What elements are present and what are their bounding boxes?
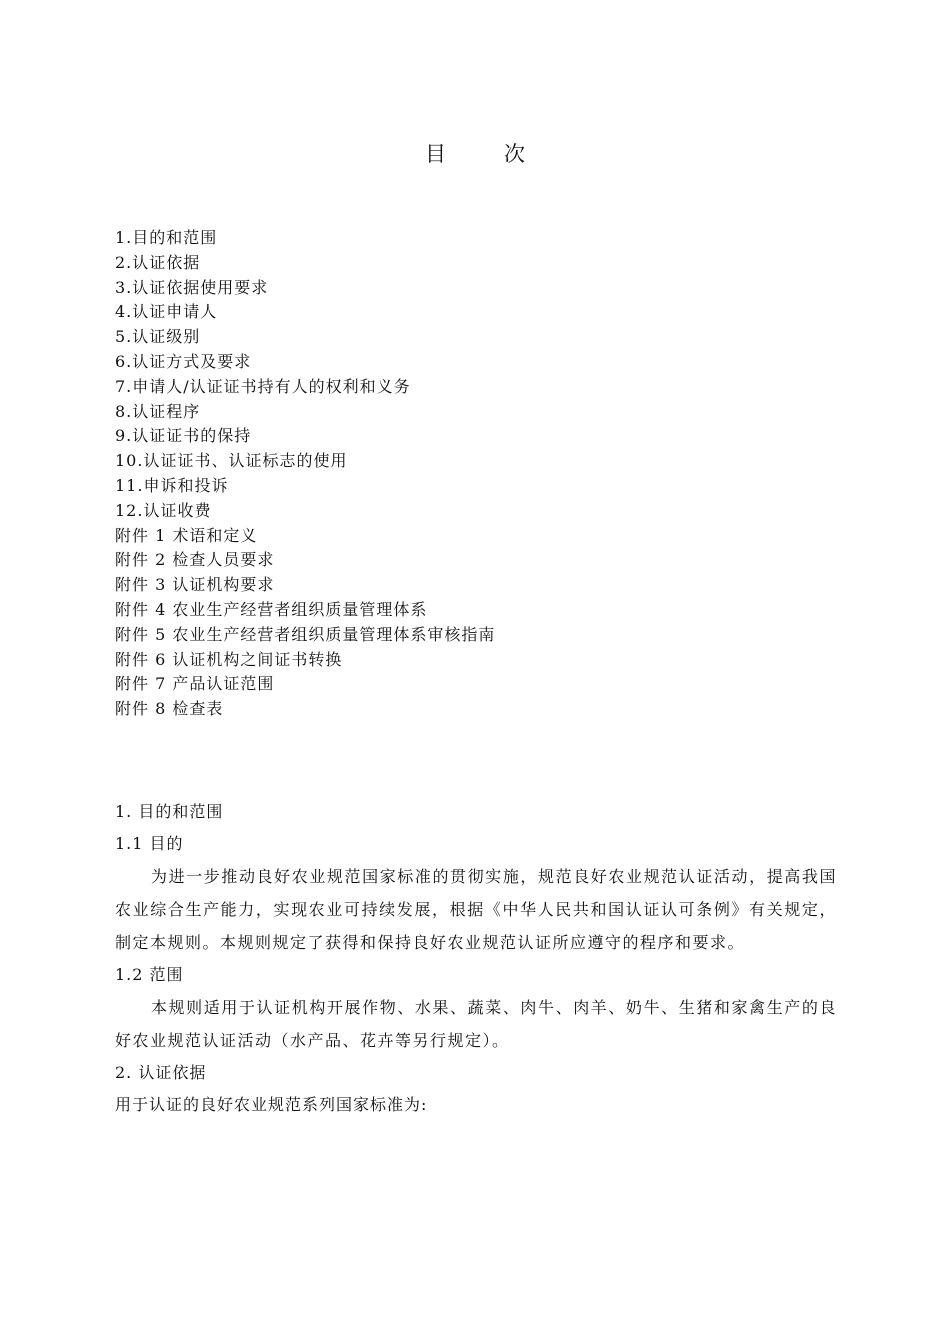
toc-item: 3.认证依据使用要求 <box>115 277 269 297</box>
toc-item: 附件 6 认证机构之间证书转换 <box>115 649 343 669</box>
body-text <box>115 796 837 1121</box>
toc-item: 5.认证级别 <box>115 327 201 347</box>
toc-item: 附件 2 检查人员要求 <box>115 550 275 570</box>
paragraph: 本规则适用于认证机构开展作物、水果、蔬菜、肉牛、肉羊、奶牛、生猪和家禽生产的良好农业规范认证活动（水产品、花卉等另行规定）。 <box>115 998 837 1050</box>
subsection-heading: 1.2 范围 <box>115 965 184 984</box>
toc-item: 2.认证依据 <box>115 252 201 272</box>
toc-item: 8.认证程序 <box>115 401 201 421</box>
toc-item: 9.认证证书的保持 <box>115 426 252 446</box>
toc-item: 附件 5 农业生产经营者组织质量管理体系审核指南 <box>115 624 496 644</box>
toc-item: 附件 3 认证机构要求 <box>115 575 275 595</box>
toc-list <box>115 226 495 722</box>
toc-item: 附件 4 农业生产经营者组织质量管理体系 <box>115 599 428 619</box>
paragraph: 为进一步推动良好农业规范国家标准的贯彻实施，规范良好农业规范认证活动，提高我国农业综合生产能力，实现农业可持续发展，根据《中华人民共和国认证认可条例》有关规定，制定本规则。本规则规定了获得和保持良好农业规范认证所应遵守的程序和要求。 <box>115 867 837 952</box>
toc-item: 附件 1 术语和定义 <box>115 525 258 545</box>
subsection-heading: 1.1 目的 <box>115 834 184 853</box>
toc-item: 12.认证收费 <box>115 500 212 520</box>
toc-item: 4.认证申请人 <box>115 302 218 322</box>
toc-item: 6.认证方式及要求 <box>115 351 252 371</box>
toc-item: 11.申诉和投诉 <box>115 475 229 495</box>
toc-item: 7.申请人/认证证书持有人的权利和义务 <box>115 376 411 396</box>
toc-item: 1.目的和范围 <box>115 228 218 247</box>
paragraph-line: 用于认证的良好农业规范系列国家标准为: <box>115 1095 428 1114</box>
toc-item: 附件 7 产品认证范围 <box>115 674 275 694</box>
toc-item: 附件 8 检查表 <box>115 699 224 719</box>
toc-item: 10.认证证书、认证标志的使用 <box>115 451 348 471</box>
section-heading: 2. 认证依据 <box>115 1063 207 1082</box>
toc-title-left: 目 <box>425 142 446 166</box>
toc-title-right: 次 <box>504 142 525 166</box>
toc-title <box>0 138 950 168</box>
section-heading: 1. 目的和范围 <box>115 802 224 821</box>
